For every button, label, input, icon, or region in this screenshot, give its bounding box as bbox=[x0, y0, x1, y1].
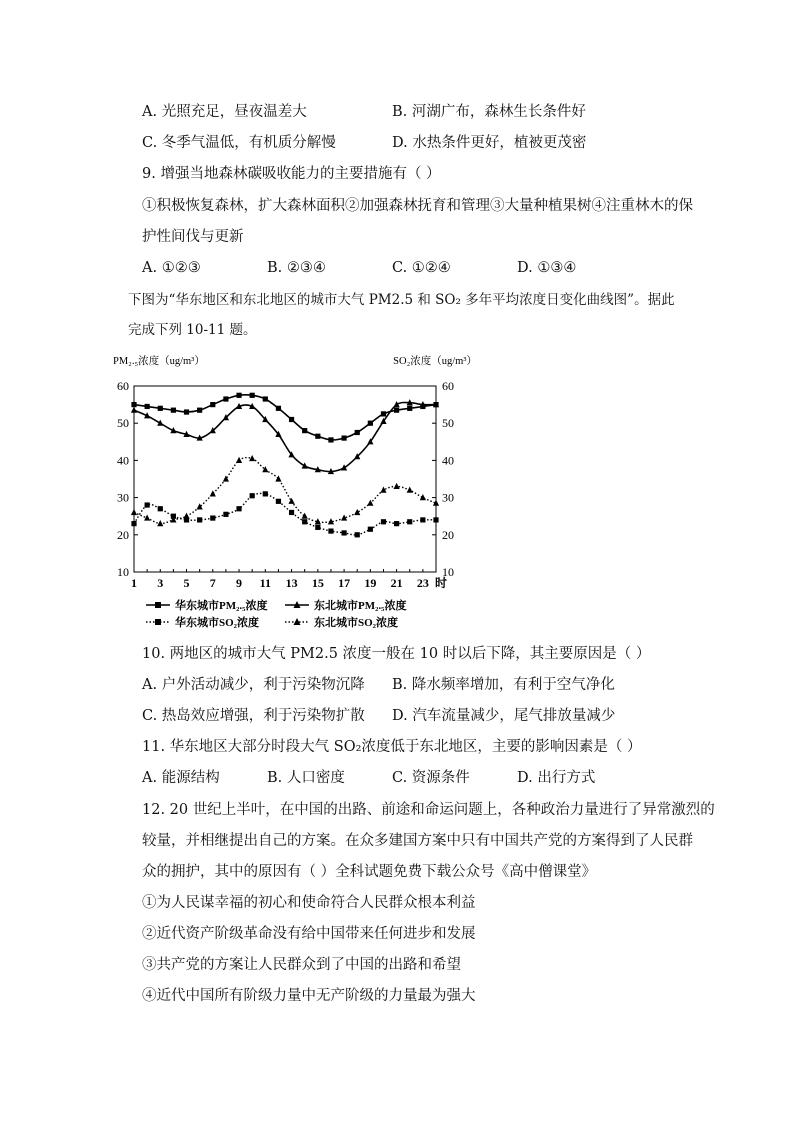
series-4 bbox=[131, 455, 439, 526]
q9-body-line2: 护性间伐与更新 bbox=[142, 229, 244, 245]
q9-option-d: D. ①③④ bbox=[517, 260, 577, 276]
q12-item-4: ④近代中国所有阶级力量中无产阶级的力量最为强大 bbox=[142, 988, 476, 1004]
q8-option-d: D. 水热条件更好，植被更茂密 bbox=[392, 135, 587, 151]
data-point bbox=[250, 393, 255, 398]
y-tick-label-left: 40 bbox=[117, 453, 129, 468]
legend-marker-1 bbox=[155, 602, 161, 608]
data-point bbox=[407, 487, 413, 493]
data-point bbox=[145, 404, 150, 409]
data-point bbox=[302, 519, 307, 524]
data-point bbox=[131, 407, 137, 413]
data-point bbox=[381, 519, 386, 524]
data-point bbox=[276, 499, 281, 504]
q10-stem: 10. 两地区的城市大气 PM2.5 浓度一般在 10 时以后下降，其主要原因是（ ） bbox=[142, 646, 651, 662]
data-point bbox=[394, 408, 399, 413]
data-point bbox=[420, 517, 425, 522]
data-point bbox=[315, 525, 320, 530]
q9-body-line1: ①积极恢复森林，扩大森林面积②加强森林抚育和管理③大量种植果树④注重林木的保 bbox=[142, 198, 693, 214]
data-point bbox=[368, 527, 373, 532]
data-point bbox=[210, 490, 216, 496]
legend-marker-3 bbox=[155, 619, 161, 625]
data-point bbox=[157, 520, 163, 526]
legend bbox=[146, 598, 406, 629]
data-point bbox=[262, 466, 268, 472]
y-tick-label-left: 20 bbox=[117, 527, 129, 542]
data-point bbox=[263, 396, 268, 401]
data-point bbox=[131, 521, 136, 526]
x-tick-label: 7 bbox=[209, 576, 216, 590]
data-point bbox=[302, 428, 307, 433]
y-tick-label-left: 50 bbox=[117, 416, 129, 431]
q11-option-b: B. 人口密度 bbox=[267, 770, 345, 786]
x-tick-label: 1 bbox=[131, 576, 137, 590]
data-point bbox=[355, 430, 360, 435]
axis-ticks bbox=[117, 379, 454, 590]
q8-option-b: B. 河湖广布，森林生长条件好 bbox=[392, 104, 586, 120]
q12-stem-line3: 众的拥护，其中的原因有（ ）全科试题免费下载公众号《高中僧课堂》 bbox=[142, 864, 597, 880]
y-tick-label-left: 10 bbox=[117, 565, 129, 579]
q8-option-a: A. 光照充足，昼夜温差大 bbox=[142, 104, 307, 120]
data-point bbox=[210, 402, 215, 407]
q12-item-3: ③共产党的方案让人民群众到了中国的出路和希望 bbox=[142, 957, 461, 973]
data-point bbox=[250, 493, 255, 498]
data-point bbox=[223, 396, 228, 401]
q12-stem-line2: 较量，并相继提出自己的方案。在众多建国方案中只有中国共产党的方案得到了人民群 bbox=[142, 833, 693, 849]
legend-label-3: 华东城市SO₂浓度 bbox=[175, 617, 259, 629]
series-line-4 bbox=[134, 458, 436, 524]
series-1 bbox=[131, 393, 438, 443]
legend-label-4: 东北城市SO₂浓度 bbox=[314, 617, 398, 629]
q8-option-c: C. 冬季气温低，有机质分解慢 bbox=[142, 135, 336, 151]
data-point bbox=[131, 402, 136, 407]
data-point bbox=[275, 475, 281, 481]
series-group bbox=[131, 393, 439, 538]
data-point bbox=[394, 483, 400, 489]
q10-option-c: C. 热岛效应增强，利于污染物扩散 bbox=[142, 708, 365, 724]
x-tick-label: 9 bbox=[236, 576, 243, 590]
data-point bbox=[145, 502, 150, 507]
x-unit-label: 时 bbox=[435, 576, 448, 590]
data-point bbox=[263, 491, 268, 496]
data-point bbox=[183, 513, 189, 519]
series-line-3 bbox=[134, 493, 436, 535]
data-point bbox=[381, 411, 386, 416]
series-3 bbox=[131, 491, 438, 537]
x-tick-label: 5 bbox=[183, 576, 190, 590]
data-point bbox=[171, 408, 176, 413]
y-tick-label-right: 60 bbox=[442, 379, 454, 393]
data-point bbox=[328, 437, 333, 442]
q11-option-c: C. 资源条件 bbox=[392, 770, 470, 786]
data-point bbox=[368, 421, 373, 426]
x-tick-label: 15 bbox=[311, 576, 324, 590]
data-point bbox=[131, 509, 137, 515]
data-point bbox=[433, 517, 438, 522]
data-point bbox=[341, 435, 346, 440]
data-point bbox=[315, 434, 320, 439]
q12-item-1: ①为人民谋幸福的初心和使命符合人民群众根本利益 bbox=[142, 895, 476, 911]
data-point bbox=[184, 409, 189, 414]
chart-intro-line1: 下图为“华东地区和东北地区的城市大气 PM2.5 和 SO₂ 多年平均浓度日变化曲线图”。据此 bbox=[128, 292, 675, 308]
y-tick-label-right: 30 bbox=[442, 490, 454, 505]
legend-label-1: 华东城市PM₂.₅浓度 bbox=[175, 600, 268, 612]
data-point bbox=[355, 532, 360, 537]
left-axis-label: PM₂.₅浓度（ug/m³） bbox=[113, 356, 205, 367]
y-tick-label-right: 40 bbox=[442, 453, 454, 468]
data-point bbox=[420, 494, 426, 500]
data-point bbox=[276, 406, 281, 411]
y-tick-label-right: 10 bbox=[442, 565, 454, 579]
data-point bbox=[197, 517, 202, 522]
x-tick-label: 21 bbox=[390, 576, 403, 590]
x-tick-label: 19 bbox=[364, 576, 377, 590]
data-point bbox=[223, 475, 229, 481]
q9-stem: 9. 增强当地森林碳吸收能力的主要措施有（ ） bbox=[142, 166, 441, 182]
data-point bbox=[407, 519, 412, 524]
x-tick-label: 23 bbox=[416, 576, 429, 590]
data-point bbox=[407, 406, 412, 411]
data-point bbox=[197, 503, 203, 509]
concentration-line-chart bbox=[110, 350, 480, 635]
y-tick-label-left: 30 bbox=[117, 490, 129, 505]
y-tick-label-left: 60 bbox=[117, 379, 129, 393]
data-point bbox=[236, 393, 241, 398]
data-point bbox=[328, 528, 333, 533]
q9-option-b: B. ②③④ bbox=[267, 260, 326, 276]
y-tick-label-right: 50 bbox=[442, 416, 454, 431]
x-tick-label: 11 bbox=[259, 576, 271, 590]
data-point bbox=[158, 406, 163, 411]
legend-label-2: 东北城市PM₂.₅浓度 bbox=[314, 600, 407, 612]
x-tick-label: 13 bbox=[285, 576, 298, 590]
data-point bbox=[236, 457, 242, 463]
data-point bbox=[289, 510, 294, 515]
q11-option-a: A. 能源结构 bbox=[142, 770, 220, 786]
q9-option-a: A. ①②③ bbox=[142, 260, 201, 276]
data-point bbox=[223, 512, 228, 517]
q11-option-d: D. 出行方式 bbox=[517, 770, 596, 786]
q10-option-d: D. 汽车流量减少，尾气排放量减少 bbox=[392, 708, 616, 724]
data-point bbox=[302, 513, 308, 519]
data-point bbox=[289, 417, 294, 422]
q9-option-c: C. ①②④ bbox=[392, 260, 451, 276]
data-point bbox=[197, 408, 202, 413]
y-tick-label-right: 20 bbox=[442, 527, 454, 542]
right-axis-label: SO₂浓度（ug/m³） bbox=[393, 356, 477, 367]
q12-item-2: ②近代资产阶级革命没有给中国带来任何进步和发展 bbox=[142, 926, 476, 942]
data-point bbox=[236, 506, 241, 511]
chart-intro-line2: 完成下列 10-11 题。 bbox=[128, 322, 257, 338]
q12-stem-line1: 12. 20 世纪上半叶，在中国的出路、前途和命运问题上，各种政治力量进行了异常激烈的 bbox=[142, 802, 715, 818]
q10-option-b: B. 降水频率增加，有利于空气净化 bbox=[392, 677, 615, 693]
q11-stem: 11. 华东地区大部分时段大气 SO₂浓度低于东北地区，主要的影响因素是（ ） bbox=[142, 739, 642, 755]
q10-option-a: A. 户外活动减少，利于污染物沉降 bbox=[142, 677, 365, 693]
data-point bbox=[158, 506, 163, 511]
x-tick-label: 17 bbox=[338, 576, 351, 590]
data-point bbox=[394, 521, 399, 526]
data-point bbox=[341, 530, 346, 535]
data-point bbox=[210, 515, 215, 520]
x-tick-label: 3 bbox=[157, 576, 164, 590]
